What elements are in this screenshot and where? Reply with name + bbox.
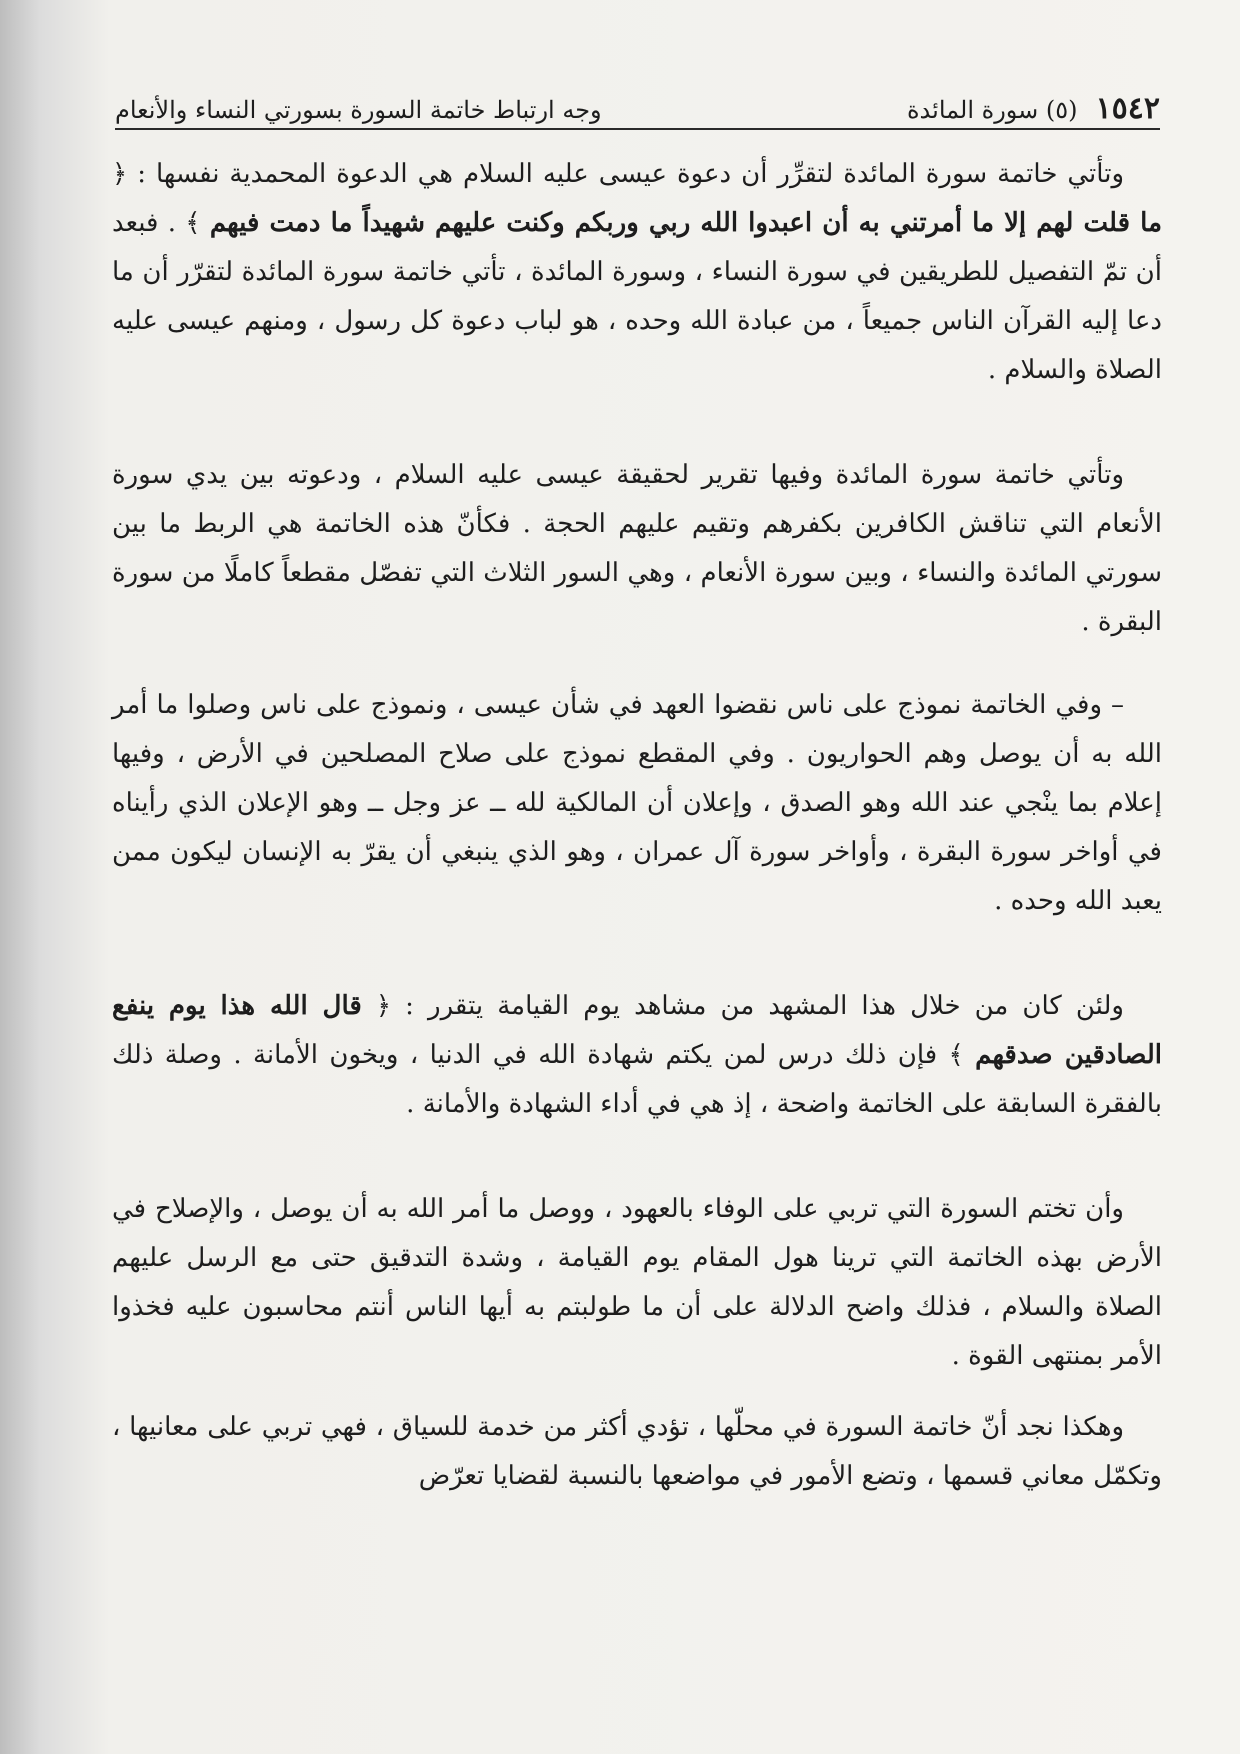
running-header (115, 82, 1160, 130)
surah-title: (٥) سورة المائدة (906, 96, 1078, 124)
paragraph-1-text-b: ﴾ . فبعد أن تمّ التفصيل للطريقين في سورة النساء ، وسورة المائدة ، تأتي خاتمة سورة المائدة لتقرّر أن ما دعا إليه القرآن الناس جميعاً ، من عبادة الله وحده ، هو لباب دعوة كل رسول ، ومنهم عيسى عليه الصلاة والسلام . (112, 208, 1162, 385)
page-number: ١٥٤٢ (1095, 91, 1160, 126)
section-topic: وجه ارتباط خاتمة السورة بسورتي النساء والأنعام (115, 96, 602, 124)
page-body (112, 150, 1162, 1740)
paragraph-5: وأن تختم السورة التي تربي على الوفاء بالعهود ، ووصل ما أمر الله به أن يوصل ، والإصلاح في الأرض بهذه الخاتمة التي ترينا هول المقام يوم القيامة ، وشدة التدقيق حتى مع الرسل عليهم الصلاة والسلام ، فذلك واضح الدلالة على أن ما طولبتم به أيها الناس أنتم محاسبون عليه فخذوا الأمر بمنتهى القوة . (112, 1194, 1162, 1371)
paragraph-4 (112, 982, 1162, 1129)
paragraph-3: – وفي الخاتمة نموذج على ناس نقضوا العهد في شأن عيسى ، ونموذج على ناس وصلوا ما أمر الله به أن يوصل وهم الحواريون . وفي المقطع نموذج على صلاح المصلحين في الأرض ، وفيها إعلام بما ينْجي عند الله وهو الصدق ، وإعلان أن المالكية لله ــ عز وجل ــ وهو الإعلان الذي رأيناه في أواخر سورة البقرة ، وأواخر سورة آل عمران ، وهو الذي ينبغي أن يقرّ به الإنسان ليكون ممن يعبد الله وحده . (112, 690, 1162, 916)
quran-verse-1: ما قلت لهم إلا ما أمرتني به أن اعبدوا الله ربي وربكم وكنت عليهم شهيداً ما دمت فيهم (209, 208, 1162, 238)
quran-verse-2: قال الله هذا يوم ينفع الصادقين صدقهم (112, 991, 1162, 1070)
paragraph-1 (112, 150, 1162, 395)
paragraph-4-text-a: ولئن كان من خلال هذا المشهد من مشاهد يوم القيامة يتقرر : ﴿ (361, 991, 1124, 1021)
paragraph-6: وهكذا نجد أنّ خاتمة السورة في محلّها ، تؤدي أكثر من خدمة للسياق ، فهي تربي على معانيها ، وتكمّل معاني قسمها ، وتضع الأمور في مواضعها بالنسبة لقضايا تعرّض (112, 1412, 1162, 1491)
paragraph-4-text-b: ﴾ فإن ذلك درس لمن يكتم شهادة الله في الدنيا ، ويخون الأمانة . وصلة ذلك بالفقرة السابقة على الخاتمة واضحة ، إذ هي في أداء الشهادة والأمانة . (112, 1040, 1162, 1119)
paragraph-2: وتأتي خاتمة سورة المائدة وفيها تقرير لحقيقة عيسى عليه السلام ، ودعوته بين يدي سورة الأنعام التي تناقش الكافرين بكفرهم وتقيم عليهم الحجة . فكأنّ هذه الخاتمة هي الربط ما بين سورتي المائدة والنساء ، وبين سورة الأنعام ، وهي السور الثلاث التي تفصّل مقطعاً كاملًا من سورة البقرة . (112, 460, 1162, 637)
paragraph-1-text-a: وتأتي خاتمة سورة المائدة لتقرِّر أن دعوة عيسى عليه السلام هي الدعوة المحمدية نفسها : ﴿ (112, 159, 1124, 189)
header-right (906, 91, 1160, 128)
